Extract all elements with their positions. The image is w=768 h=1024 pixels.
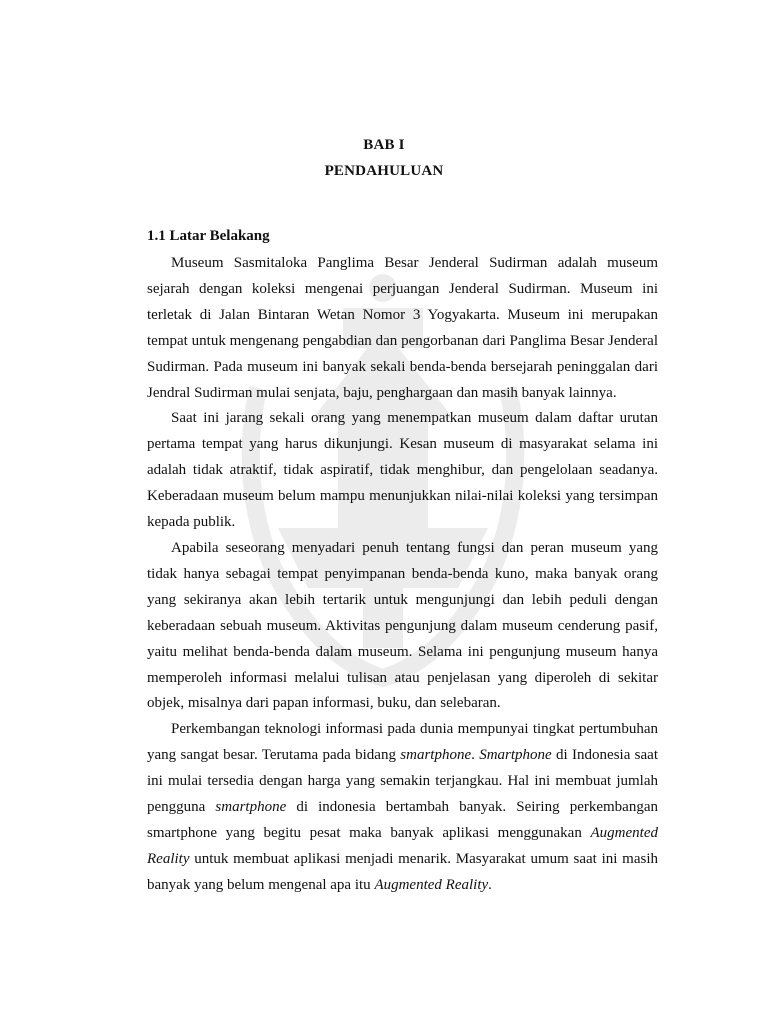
paragraph-text: di Indonesia saat ini mulai tersedia dengan harga yang semakin terjangkau. Hal ini membuat jumlah pengguna <box>147 747 658 816</box>
paragraph-text: di indonesia bertambah banyak. Seiring perkembangan smartphone yang begitu pesat maka banyak aplikasi menggunakan <box>147 799 658 841</box>
chapter-title: PENDAHULUAN <box>324 163 444 179</box>
paragraph-text: . <box>471 747 480 764</box>
paragraph-text: untuk membuat aplikasi menjadi menarik. Masyarakat umum saat ini masih banyak yang belum mengenal apa itu <box>147 850 658 893</box>
paragraph-text: Apabila seseorang menyadari penuh tentang fungsi dan peran museum yang tidak hanya sebagai tempat penyimpanan benda-benda kuno, maka banyak orang yang sekiranya akan lebih tertarik untuk mengunjungi dan lebih peduli dengan keberadaan sebuah museum. Aktivitas pengunjung dalam museum cenderung pasif, yaitu melihat benda-benda dalam museum. Selama ini pengunjung museum hanya memperoleh informasi melalui tulisan atau penjelasan yang diperoleh di sekitar objek, misalnya dari papan informasi, buku, dan selebaran. <box>147 539 658 712</box>
section-body <box>147 251 658 899</box>
body-paragraph <box>147 536 658 717</box>
body-paragraph <box>147 251 658 406</box>
italic-term: Smartphone <box>479 747 552 764</box>
body-paragraph <box>147 717 658 898</box>
body-paragraph <box>147 406 658 536</box>
paragraph-text: Saat ini jarang sekali orang yang menempatkan museum dalam daftar urutan pertama tempat yang harus dikunjungi. Kesan museum di masyarakat selama ini adalah tidak atraktif, tidak aspiratif, tidak menghibur, dan pengelolaan seadanya. Keberadaan museum belum mampu menunjukkan nilai-nilai koleksi yang tersimpan kepada publik. <box>147 410 658 531</box>
paragraph-text: Perkembangan teknologi informasi pada dunia mempunyai tingkat pertumbuhan yang sangat besar. Terutama pada bidang <box>147 721 658 764</box>
italic-term: smartphone <box>400 747 472 764</box>
italic-term: smartphone <box>215 799 287 816</box>
italic-term: Augmented Reality <box>374 876 489 893</box>
paragraph-text: Museum Sasmitaloka Panglima Besar Jenderal Sudirman adalah museum sejarah dengan koleksi mengenai perjuangan Jenderal Sudirman. Museum ini terletak di Jalan Bintaran Wetan Nomor 3 Yogyakarta. Museum ini merupakan tempat untuk mengenang pengabdian dan pengorbanan dari Panglima Besar Jenderal Sudirman. Pada museum ini banyak sekali benda-benda bersejarah peninggalan dari Jendral Sudirman mulai senjata, baju, penghargaan dan masih banyak lainnya. <box>147 255 658 401</box>
italic-term: Augmented Reality <box>147 824 658 867</box>
chapter-number: BAB I <box>363 137 405 153</box>
paragraph-text: . <box>488 876 492 893</box>
section-title: 1.1 Latar Belakang <box>147 228 270 244</box>
